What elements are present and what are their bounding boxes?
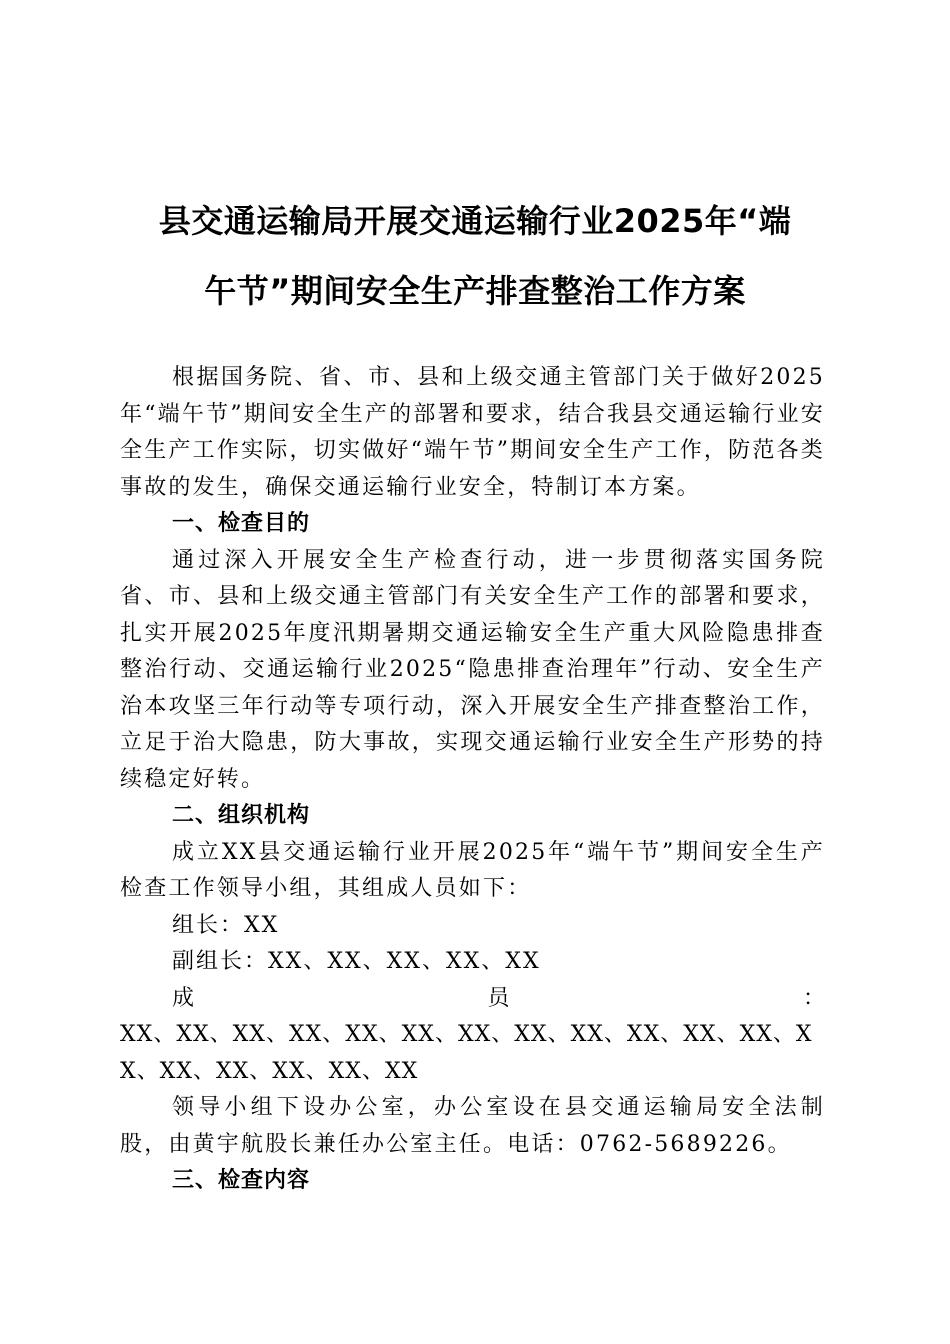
document-title-line-2: 午节”期间安全生产排查整治工作方案 — [204, 272, 746, 310]
section-2-paragraph: 成立XX县交通运输行业开展2025年“端午节”期间安全生产检查工作领导小组，其组成人员如下： — [120, 839, 825, 901]
section-1-paragraph: 通过深入开展安全生产检查行动，进一步贯彻落实国务院省、市、县和上级交通主管部门有关安全生产工作的部署和要求，扎实开展2025年度汛期暑期交通运输安全生产重大风险隐患排查整治行动、交通运输行业2025“隐患排查治理年”行动、安全生产治本攻坚三年行动等专项行动，深入开展安全生产排查整治工作，立足于治大隐患，防大事故，实现交通运输行业安全生产形势的持续稳定好转。 — [120, 547, 825, 792]
document-body — [120, 360, 825, 1200]
section-2-heading: 二、组织机构 — [172, 803, 311, 828]
deputy-leader-line: 副组长：XX、XX、XX、XX、XX — [172, 949, 541, 974]
intro-paragraph: 根据国务院、省、市、县和上级交通主管部门关于做好2025年“端午节”期间安全生产的部署和要求，结合我县交通运输行业安全生产工作实际，切实做好“端午节”期间安全生产工作，防范各类事故的发生，确保交通运输行业安全，特制订本方案。 — [120, 365, 825, 500]
office-paragraph: 领导小组下设办公室，办公室设在县交通运输局安全法制股，由黄宇航股长兼任办公室主任。电话：0762-5689226。 — [120, 1095, 825, 1157]
section-3-heading: 三、检查内容 — [172, 1168, 311, 1193]
members-label-char-2: 员 — [487, 985, 510, 1011]
members-label-colon: ： — [802, 985, 825, 1011]
document-title-line-1: 县交通运输局开展交通运输行业2025年“端 — [158, 202, 792, 240]
members-label-row — [120, 981, 825, 1018]
members-label-char-1: 成 — [172, 985, 195, 1011]
section-1-heading: 一、检查目的 — [172, 511, 311, 536]
group-leader-line: 组长：XX — [172, 912, 280, 938]
members-list: XX、XX、XX、XX、XX、XX、XX、XX、XX、XX、XX、XX、XX、XX、XX、XX、XX、XX — [120, 1022, 813, 1084]
